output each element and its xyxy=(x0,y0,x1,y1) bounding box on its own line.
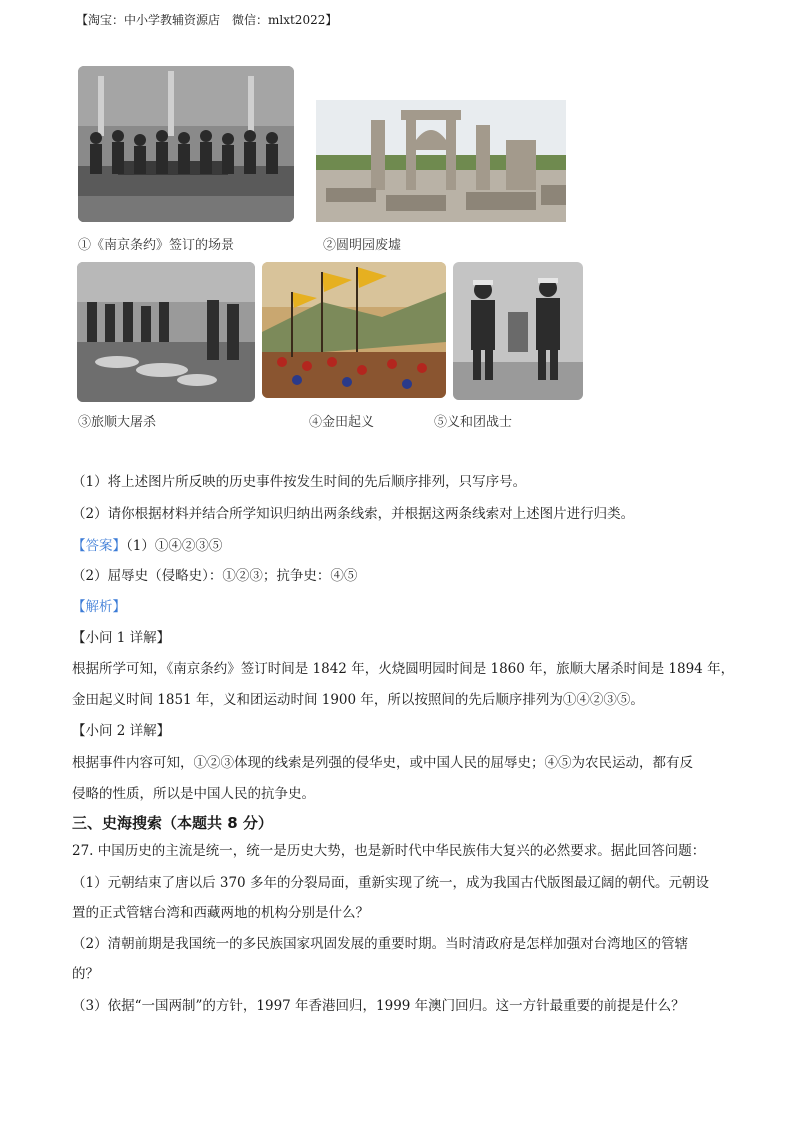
question-27-sub-3: （3）依据“一国两制”的方针，1997 年香港回归，1999 年澳门回归。这一方针最重要的前提是什么？ xyxy=(72,998,685,1014)
caption-1: ①《南京条约》签订的场景 xyxy=(78,238,235,253)
caption-5: ⑤义和团战士 xyxy=(434,415,513,430)
question-27-sub-2-line-2: 的？ xyxy=(72,966,99,982)
caption-2: ②圆明园废墟 xyxy=(323,238,402,253)
question-27-sub-1-line-2: 置的正式管辖台湾和西藏两地的机构分别是什么？ xyxy=(72,905,369,921)
question-1: （1）将上述图片所反映的历史事件按发生时间的先后顺序排列，只写序号。 xyxy=(72,474,527,490)
answer-tag: 【答案】 xyxy=(72,538,126,554)
section-3-title: 三、史海搜索（本题共 8 分） xyxy=(72,814,273,832)
analysis-tag: 【解析】 xyxy=(72,599,126,615)
caption-4: ④金田起义 xyxy=(309,415,375,430)
question-27-stem: 27. 中国历史的主流是统一，统一是历史大势，也是新时代中华民族伟大复兴的必然要求。据此回答问题： xyxy=(72,843,706,859)
answer-1: （1）①④②③⑤ xyxy=(126,538,223,554)
question-27-sub-1-line-1: （1）元朝结束了唐以后 370 多年的分裂局面，重新实现了统一，成为我国古代版图最辽阔的朝代。元朝设 xyxy=(72,875,709,891)
photo-treaty-of-nanking xyxy=(78,66,294,222)
analysis-para-2-line-2: 侵略的性质，所以是中国人民的抗争史。 xyxy=(72,786,315,802)
page-header-watermark: 【淘宝：中小学教辅资源店 微信：mlxt2022】 xyxy=(76,13,338,27)
question-27-sub-2-line-1: （2）清朝前期是我国统一的多民族国家巩固发展的重要时期。当时清政府是怎样加强对台湾地区的管辖 xyxy=(72,936,689,952)
analysis-para-1-line-2: 金田起义时间 1851 年，义和团运动时间 1900 年，所以按照间的先后顺序排列为①④②③⑤。 xyxy=(72,692,644,708)
photo-yuanmingyuan-ruins xyxy=(316,100,566,222)
photo-boxer-fighters xyxy=(453,262,583,400)
analysis-para-1-line-1: 根据所学可知，《南京条约》签订时间是 1842 年，火烧圆明园时间是 1860 年，旅顺大屠杀时间是 1894 年， xyxy=(72,661,735,677)
caption-3: ③旅顺大屠杀 xyxy=(78,415,157,430)
answer-line-1 xyxy=(72,536,222,556)
photo-lushun-massacre xyxy=(77,262,255,402)
photo-jintian-uprising xyxy=(262,262,446,398)
analysis-sub-2: 【小问 2 详解】 xyxy=(72,723,171,739)
answer-2: （2）屈辱史（侵略史）：①②③；抗争史：④⑤ xyxy=(72,568,358,584)
analysis-para-2-line-1: 根据事件内容可知，①②③体现的线索是列强的侵华史，或中国人民的屈辱史；④⑤为农民运动，都有反 xyxy=(72,755,693,771)
question-2: （2）请你根据材料并结合所学知识归纳出两条线索，并根据这两条线索对上述图片进行归类。 xyxy=(72,506,635,522)
analysis-sub-1: 【小问 1 详解】 xyxy=(72,630,171,646)
